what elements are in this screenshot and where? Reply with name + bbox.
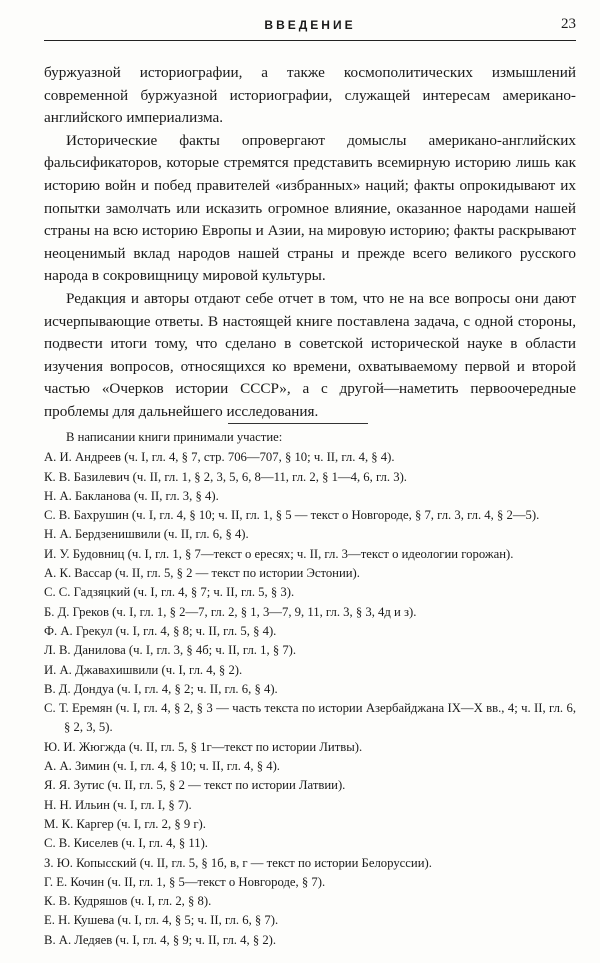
contributor-entry: С. В. Киселев (ч. I, гл. 4, § 11). xyxy=(44,836,208,851)
contributor-entry: И. У. Будовниц (ч. I, гл. 1, § 7—текст о ересях; ч. II, гл. 3—текст о идеологии горожан). xyxy=(44,546,514,561)
contributor-entry: И. А. Джавахишвили (ч. I, гл. 4, § 2). xyxy=(44,662,243,677)
contributor-entry: К. В. Кудряшов (ч. I, гл. 2, § 8). xyxy=(44,894,212,909)
contributor-entry: Н. А. Бердзенишвили (ч. II, гл. 6, § 4). xyxy=(44,527,249,542)
contributor-entry: В. Д. Дондуа (ч. I, гл. 4, § 2; ч. II, гл. 6, § 4). xyxy=(44,681,278,696)
contributor-entry: Н. А. Бакланова (ч. II, гл. 3, § 4). xyxy=(44,488,219,503)
main-text xyxy=(44,62,576,424)
contributor-entry: В. А. Ледяев (ч. I, гл. 4, § 9; ч. II, гл. 4, § 2). xyxy=(44,932,277,947)
contributor-entry: Л. В. Данилова (ч. I, гл. 3, § 4б; ч. II, гл. 1, § 7). xyxy=(44,643,297,658)
running-header xyxy=(44,18,576,41)
contributor-entry: Ю. И. Жюгжда (ч. II, гл. 5, § 1г—текст по истории Литвы). xyxy=(44,739,363,754)
contributor-entry: М. К. Каргер (ч. I, гл. 2, § 9 г). xyxy=(44,816,206,831)
contributor-entry: А. К. Вассар (ч. II, гл. 5, § 2 — текст по истории Эстонии). xyxy=(44,566,360,581)
contributor-entry: З. Ю. Копысский (ч. II, гл. 5, § 1б, в, г — текст по истории Белоруссии). xyxy=(44,855,432,870)
contributors-list xyxy=(44,428,576,950)
contributor-entry: С. В. Бахрушин (ч. I, гл. 4, § 10; ч. II, гл. 1, § 5 — текст о Новгороде, § 7, гл. 3, гл. 4, § 2—5). xyxy=(44,508,540,523)
paragraph: Редакция и авторы отдают себе отчет в том, что не на все вопросы они дают исчерпывающие ответы. В настоящей книге поставлена задача, с одной стороны, подвести итоги тому, что сделано в советской исторической науке в области изучения вопросов, относящихся ко времени, охватываемому первой и второй частью «Очерков истории СССР», а с другой—наметить первоочередные проблемы для дальнейшего исследования. xyxy=(44,289,576,420)
contributor-entry: Я. Я. Зутис (ч. II, гл. 5, § 2 — текст по истории Латвии). xyxy=(44,778,346,793)
contributor-entry: А. А. Зимин (ч. I, гл. 4, § 10; ч. II, гл. 4, § 4). xyxy=(44,759,280,774)
contributor-entry: С. С. Гадзяцкий (ч. I, гл. 4, § 7; ч. II, гл. 5, § 3). xyxy=(44,585,295,600)
paragraph: Исторические факты опровергают домыслы американо-английских фальсификаторов, которые стремятся представить всемирную историю лишь как историю войн и побед правителей «избранных» наций; факты опрокидывают их попытки замолчать или исказить огромное влияние, оказанное народами нашей страны на всю историю Европы и Азии, на мировую историю; факты раскрывают неоценимый вклад народов нашей страны и прежде всего великого русского народа в сокровищницу мировой культуры. xyxy=(44,131,576,285)
contributor-entry: А. И. Андреев (ч. I, гл. 4, § 7, стр. 706—707, § 10; ч. II, гл. 4, § 4). xyxy=(44,450,395,465)
contributor-entry: Е. Н. Кушева (ч. I, гл. 4, § 5; ч. II, гл. 6, § 7). xyxy=(44,913,279,928)
contributor-entry: Б. Д. Греков (ч. I, гл. 1, § 2—7, гл. 2, § 1, 3—7, 9, 11, гл. 3, § 3, 4д и з). xyxy=(44,604,417,619)
contributor-entry: Н. Н. Ильин (ч. I, гл. I, § 7). xyxy=(44,797,192,812)
page-number: 23 xyxy=(561,16,576,32)
chapter-title: ВВЕДЕНИЕ xyxy=(264,18,356,32)
contributor-entry: К. В. Базилевич (ч. II, гл. 1, § 2, 3, 5, 6, 8—11, гл. 2, § 1—4, 6, гл. 3). xyxy=(44,469,407,484)
contributor-entry: С. Т. Еремян (ч. I, гл. 4, § 2, § 3 — часть текста по истории Азербайджана IX—X вв., 4; ч. II, гл. 6, § 2, 3, 5). xyxy=(44,701,576,735)
paragraph: буржуазной историографии, а также космополитических измышлений современной буржуазной историографии, служащей интересам американо-английского империализма. xyxy=(44,64,576,127)
section-divider xyxy=(228,423,368,424)
contributor-entry: Ф. А. Грекул (ч. I, гл. 4, § 8; ч. II, гл. 5, § 4). xyxy=(44,623,277,638)
contributor-entry: Г. Е. Кочин (ч. II, гл. 1, § 5—текст о Новгороде, § 7). xyxy=(44,874,326,889)
contributors-intro: В написании книги принимали участие: xyxy=(66,430,283,444)
